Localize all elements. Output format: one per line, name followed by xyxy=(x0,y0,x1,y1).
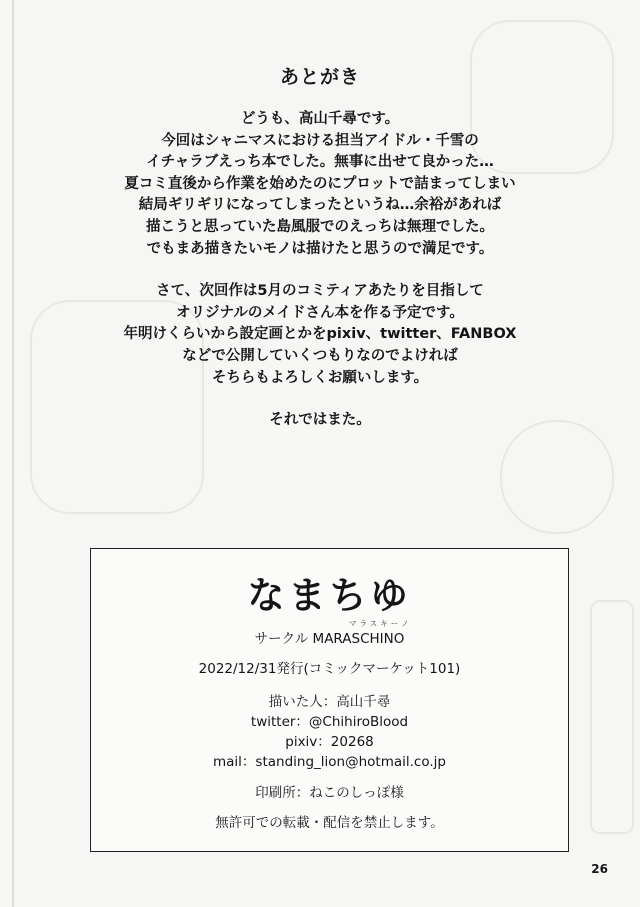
afterword-closing: それではまた。 xyxy=(269,412,371,429)
background-art-trace xyxy=(500,420,614,534)
paragraph-gap xyxy=(40,260,600,281)
mail-address: mail：standing_lion@hotmail.co.jp xyxy=(213,754,446,770)
afterword-line: 描こうと思っていた島風服でのえっちは無理でした。 xyxy=(146,218,494,235)
afterword-line: そちらもよろしくお願いします。 xyxy=(211,369,429,386)
circle-label: サークル xyxy=(254,631,309,647)
release-info: 2022/12/31発行(コミックマーケット101) xyxy=(198,661,461,677)
afterword-line: 今回はシャニマスにおける担当アイドル・千雪の xyxy=(161,132,479,149)
afterword-line: さて、次回作は5月のコミティアあたりを目指して xyxy=(156,283,484,300)
circle-name-ruby: マラスキーノ xyxy=(349,619,412,628)
afterword-line: でもまあ描きたいモノは描けたと思うので満足です。 xyxy=(146,240,494,257)
afterword-line: 年明けくらいから設定画とかをpixiv、twitter、FANBOX xyxy=(123,326,517,343)
circle-name: MARASCHINO xyxy=(312,631,405,647)
afterword-line: などで公開していくつもりなのでよければ xyxy=(182,347,458,364)
printer-credit: 印刷所：ねこのしっぽ様 xyxy=(255,785,404,801)
book-title: なまちゆ xyxy=(247,574,412,617)
page-number: 26 xyxy=(591,862,608,876)
afterword-line: オリジナルのメイドさん本を作る予定です。 xyxy=(176,304,464,321)
afterword-line: どうも、高山千尋です。 xyxy=(240,111,400,127)
twitter-handle: twitter：@ChihiroBlood xyxy=(250,714,409,730)
colophon-box xyxy=(90,548,569,852)
afterword-line: 結局ギリギリになってしまったというね…余裕があれば xyxy=(138,197,502,214)
paragraph-gap xyxy=(40,389,600,410)
afterword-title: あとがき xyxy=(279,66,360,88)
afterword-section xyxy=(40,62,600,432)
background-art-trace xyxy=(590,600,634,834)
circle-row xyxy=(91,627,568,647)
page-spine-edge xyxy=(12,0,14,907)
afterword-line: 夏コミ直後から作業を始めたのにプロットで詰まってしまい xyxy=(124,175,516,192)
afterword-line: イチャラブえっち本でした。無事に出せて良かった… xyxy=(146,154,494,171)
copyright-notice: 無許可での転載・配信を禁止します。 xyxy=(215,815,444,831)
pixiv-id: pixiv：20268 xyxy=(285,734,374,750)
author-credit: 描いた人：高山千尋 xyxy=(268,694,391,710)
